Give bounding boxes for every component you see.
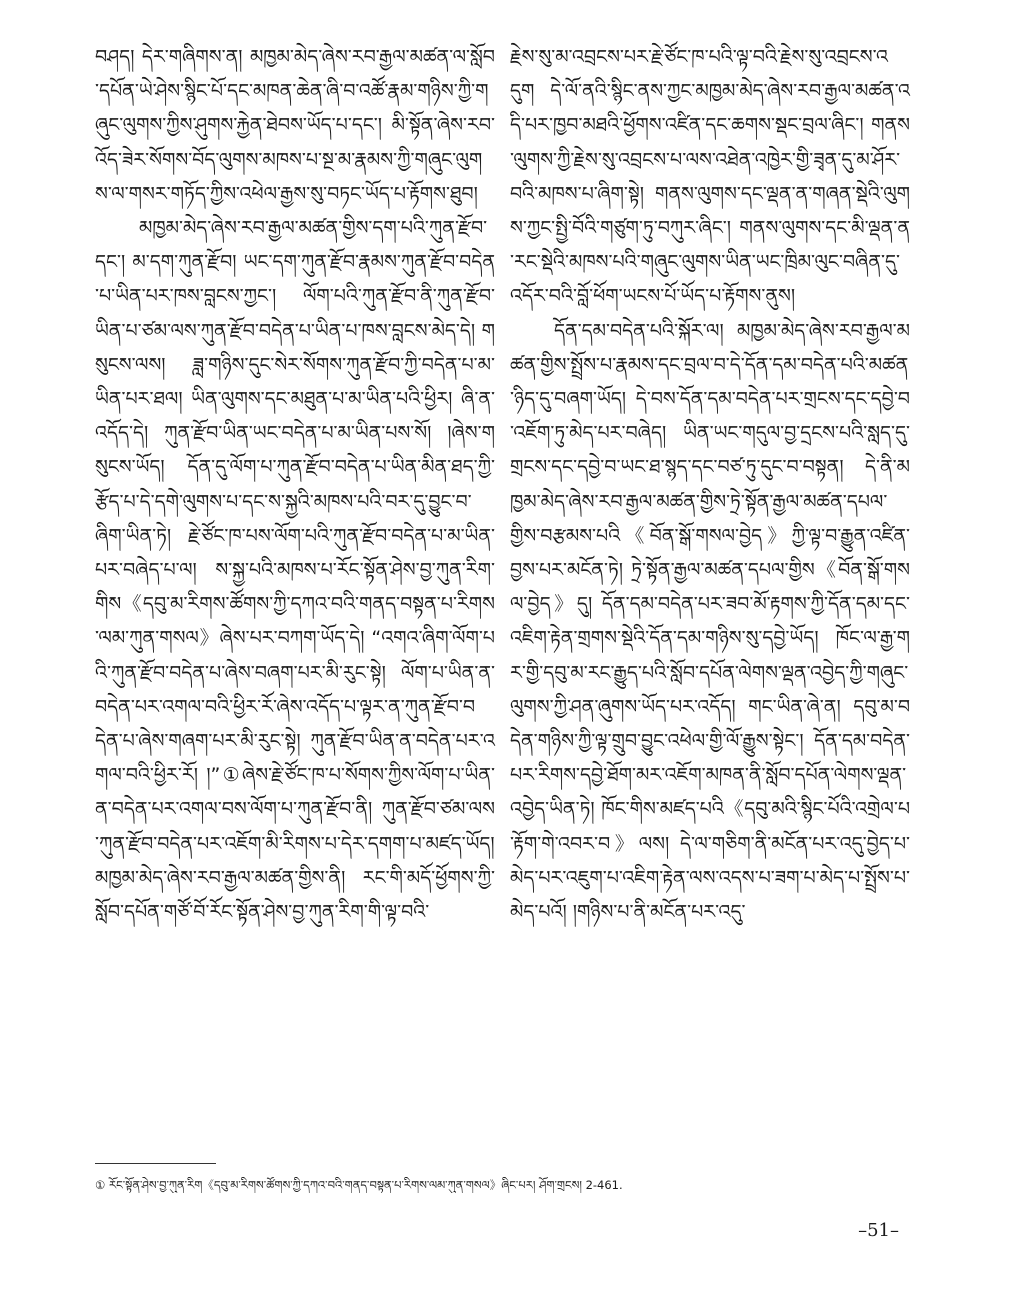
page-number: –51– — [858, 1220, 899, 1241]
right-text-column — [510, 40, 910, 929]
footnote-text: རོང་སྟོན་ཤེས་བྱ་ཀུན་རིག《དབུ་མ་རིགས་ཚོགས་ཀྱི་དཀའ་བའི་གནད་བསྟན་པ་རིགས་ལམ་ཀུན་གསལ》ཞིང་པར། ཤོག་གྲངས། 2-461. — [108, 1178, 623, 1192]
footnote — [95, 1177, 915, 1193]
paragraph: རྗེས་སུ་མ་འབྲངས་པར་རྗེ་ཙོང་ཁ་པའི་ལྟ་བའི་རྗེས་སུ་འབྲངས་འདུག དེ་ལོ་ནའི་སྙིང་ནས་ཀྱང་མཁྱམ་མེད་ཞེས་རབ་རྒྱལ་མཚན་འདི་པར་ཁྱབ་མཐའི་ཕྱོགས་འཛིན་དང་ཆགས་སྡང་བྲལ་ཞིང་། གནས་ལུགས་ཀྱི་རྗེས་སུ་འབྲངས་པ་ལས་འཐེན་འཁྱེར་གྱི་ཟྭན་དུ་མ་ཤོར་བའི་མཁས་པ་ཞིག་སྟེ། གནས་ལུགས་དང་ལྡན་ན་གཞན་སྡེའི་ལུགས་ཀྱང་སྤྱི་བོའི་གཙུག་ཏུ་བཀུར་ཞིང་། གནས་ལུགས་དང་མི་ལྡན་ན་རང་སྡེའི་མཁས་པའི་གཞུང་ལུགས་ཡིན་ཡང་ཁྲིམ་ལུང་བཞིན་དུ་འདོར་བའི་བློ་ཕོག་ཡངས་པོ་ཡོད་པ་རྟོགས་ནུས། — [510, 46, 910, 308]
paragraph: དོན་དམ་བདེན་པའི་སྐོར་ལ། མཁྱམ་མེད་ཞེས་རབ་རྒྱལ་མཚན་གྱིས་སྤྲོས་པ་རྣམས་དང་བྲལ་བ་དེ་དོན་དམ་བདེན་པའི་མཚན་ཉིད་དུ་བཞག་ཡོད། དེ་བས་དོན་དམ་བདེན་པར་གྲངས་དང་དབྱེ་བ་འཇོག་ཏུ་མེད་པར་བཞེད། ཡིན་ཡང་གདུལ་བྱ་དྲངས་པའི་སླད་དུ་གྲངས་དང་དབྱེ་བ་ཡང་ཐ་སྙད་དང་བཙ་ཏུ་དུང་བ་བསྟན། དེ་ནི་མཁྱམ་མེད་ཞེས་རབ་རྒྱལ་མཚན་གྱིས་ཏྲེ་སྟོན་རྒྱལ་མཚན་དཔལ་གྱིས་བརྩམས་པའི《བོན་སྒོ་གསལ་བྱེད》ཀྱི་ལྟ་བ་རྒྱུན་འཛིན་བྱས་པར་མངོན་ཏེ། ཏྲེ་སྟོན་རྒྱལ་མཚན་དཔལ་གྱིས《བོན་སྒོ་གསལ་བྱེད》དུ། དོན་དམ་བདེན་པར་ཟབ་མོ་རྟགས་ཀྱི་དོན་དམ་དང་འཇིག་རྟེན་གྲགས་སྡེའི་དོན་དམ་གཉིས་སུ་དབྱེ་ཡོད། ཁོང་ལ་རྒྱ་གར་གྱི་དབུ་མ་རང་རྒྱུད་པའི་སློབ་དཔོན་ལེགས་ལྡན་འབྱེད་ཀྱི་གཞུང་ལུགས་ཀྱི་ཤན་ཞུགས་ཡོད་པར་འདོད། གང་ཡིན་ཞེ་ན། དབུ་མ་བདེན་གཉིས་ཀྱི་ལྟ་གྲུབ་བྱུང་འཕེལ་གྱི་ལོ་རྒྱུས་སྟེང་། དོན་དམ་བདེན་པར་རིགས་དབྱེ་ཐོག་མར་འཇོག་མཁན་ནི་སློབ་དཔོན་ལེགས་ལྡན་འབྱེད་ཡིན་ཏེ། ཁོང་གིས་མཛད་པའི《དབུ་མའི་སྙིང་པོའི་འགྲེལ་པ་རྟོག་གེ་འབར་བ》ལས། དེ་ལ་གཅིག་ནི་མངོན་པར་འདུ་བྱེད་པ་མེད་པར་འཇུག་པ་འཇིག་རྟེན་ལས་འདས་པ་ཟག་པ་མེད་པ་སྤྲོས་པ་མེད་པའོ། །གཉིས་པ་ནི་མངོན་པར་འདུ་ — [510, 319, 910, 924]
paragraph: བཤད། དེར་གཞིགས་ན། མཁྱམ་མེད་ཞེས་རབ་རྒྱལ་མཚན་ལ་སློབ་དཔོན་ཡེ་ཤེས་སྙིང་པོ་དང་མཁན་ཆེན་ཞི་བ་འཚོ་རྣམ་གཉིས་ཀྱི་གཞུང་ལུགས་ཀྱིས་ཤུགས་རྐྱེན་ཐེབས་ཡོད་པ་དང་། མི་སྟོན་ཞེས་རབ་འོད་ཟེར་སོགས་བོད་ལུགས་མཁས་པ་སྔ་མ་རྣམས་ཀྱི་གཞུང་ལུགས་ལ་གསར་གཏོད་ཀྱིས་འཕེལ་རྒྱས་སུ་བཏང་ཡོད་པ་རྟོགས་ཐུབ། — [95, 46, 495, 205]
paragraph: མཁྱམ་མེད་ཞེས་རབ་རྒྱལ་མཚན་གྱིས་དག་པའི་ཀུན་རྫོབ་དང་། མ་དག་ཀུན་རྫོབ། ཡང་དག་ཀུན་རྫོབ་རྣམས་ཀུན་རྫོབ་བདེན་པ་ཡིན་པར་ཁས་བླངས་ཀྱང་། ལོག་པའི་ཀུན་རྫོབ་ནི་ཀུན་རྫོབ་ཡིན་པ་ཙམ་ལས་ཀུན་རྫོབ་བདེན་པ་ཡིན་པ་ཁས་བླངས་མེད་དེ། གསུངས་ལས། ཟླ་གཉིས་དུང་སེར་སོགས་ཀུན་རྫོབ་ཀྱི་བདེན་པ་མ་ཡིན་པར་ཐལ། ཡིན་ལུགས་དང་མཐུན་པ་མ་ཡིན་པའི་ཕྱིར། ཞི་ན་འདོད་དེ། ཀུན་རྫོབ་ཡིན་ཡང་བདེན་པ་མ་ཡིན་པས་སོ། །ཞེས་གསུངས་ཡོད། དོན་དུ་ལོག་པ་ཀུན་རྫོབ་བདེན་པ་ཡིན་མིན་ཐད་ཀྱི་རྩོད་པ་དེ་དགེ་ལུགས་པ་དང་ས་སྐྱའི་མཁས་པའི་བར་དུ་བྱུང་བ་ཞིག་ཡིན་ཏེ། རྗེ་ཙོང་ཁ་པས་ལོག་པའི་ཀུན་རྫོབ་བདེན་པ་མ་ཡིན་པར་བཞེད་པ་ལ། ས་སྐྱ་པའི་མཁས་པ་རོང་སྟོན་ཤེས་བྱ་ཀུན་རིག་གིས《དབུ་མ་རིགས་ཚོགས་ཀྱི་དཀའ་བའི་གནད་བསྟན་པ་རིགས་ལམ་ཀུན་གསལ》ཞེས་པར་བཀག་ཡོད་དེ། “འགའ་ཞིག་ལོག་པའི་ཀུན་རྫོབ་བདེན་པ་ཞེས་བཞག་པར་མི་རུང་སྟེ། ལོག་པ་ཡིན་ན་བདེན་པར་འགལ་བའི་ཕྱིར་རོ་ཞེས་འདོད་པ་ལྟར་ན་ཀུན་རྫོབ་བདེན་པ་ཞེས་གཞག་པར་མི་རུང་སྟེ། ཀུན་རྫོབ་ཡིན་ན་བདེན་པར་འགལ་བའི་ཕྱིར་རོ། །”①ཞེས་རྗེ་ཙོང་ཁ་པ་སོགས་ཀྱིས་ལོག་པ་ཡིན་ན་བདེན་པར་འགལ་བས་ལོག་པ་ཀུན་རྫོབ་ནི། ཀུན་རྫོབ་ཙམ་ལས་ཀུན་རྫོབ་བདེན་པར་འཇོག་མི་རིགས་པ་དེར་དགག་པ་མཛད་ཡོད། མཁྱམ་མེད་ཞེས་རབ་རྒྱལ་མཚན་གྱིས་ནི། རང་གི་མདོ་ཕྱོགས་ཀྱི་སློབ་དཔོན་གཙོ་བོ་རོང་སྟོན་ཤེས་བྱ་ཀུན་རིག་གི་ལྟ་བའི་ — [95, 217, 495, 924]
left-text-column — [95, 40, 495, 929]
footnote-rule — [95, 1163, 216, 1164]
footnote-marker: ① — [95, 1178, 106, 1192]
